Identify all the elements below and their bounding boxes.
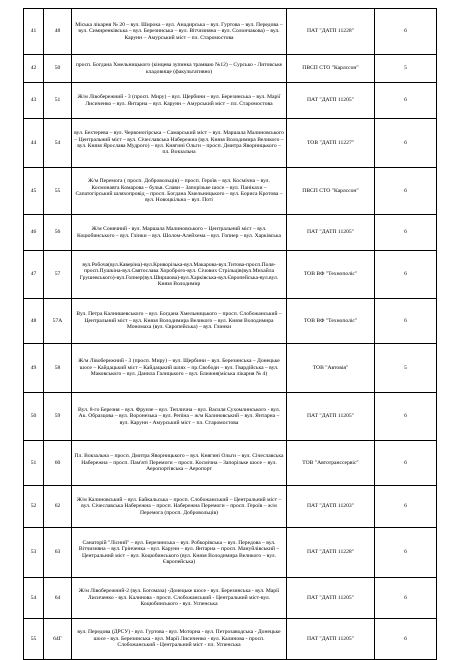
route-number-cell: 58 xyxy=(44,344,72,393)
operator-cell: ТОВ ВФ "Технополіс" xyxy=(287,251,375,299)
operator-cell: ТОВ ВФ "Технополіс" xyxy=(287,299,375,344)
route-number-cell: 59 xyxy=(44,393,72,441)
row-number-cell: 43 xyxy=(24,83,44,119)
vehicle-count-cell: 6 xyxy=(375,215,437,251)
table-row xyxy=(24,486,437,528)
vehicle-count-cell: 6 xyxy=(375,441,437,486)
table-row xyxy=(24,619,437,660)
route-path-cell: Ж/м Лівобережний - 3 (просп. Миру) – вул. Щербини – вул. Березинська – Донецьке шосе – Кайдацький міст – Кайдацький шлях – пр.Свободи – вул. Гвардійська – вул. Маковського – вул. Данила Галицького – вул. Ближня(міська лікарня № 4) xyxy=(72,344,287,393)
row-number-cell: 49 xyxy=(24,344,44,393)
vehicle-count-cell: 6 xyxy=(375,119,437,168)
routes-table-body xyxy=(24,9,437,660)
table-row xyxy=(24,344,437,393)
vehicle-count-cell: 6 xyxy=(375,9,437,55)
route-number-cell: 57 xyxy=(44,251,72,299)
operator-cell: ПАТ "ДАТП 11205" xyxy=(287,393,375,441)
vehicle-count-cell: 6 xyxy=(375,168,437,215)
route-path-cell: просп. Богдана Хмельницького (кінцева зупинка трамваю №12) – Сурсько - Литовське кладовище (факультативно) xyxy=(72,55,287,83)
route-path-cell: вул. Бехтерева – вул. Червоногірська – Самарський міст – вул. Маршала Малиновського – Центральний міст – вул. Січеславська Набережна (вул. Князя Володимира Великого – вул. Князя Ярослава Мудрого) – вул. Княгині Ольги – просп. Дмитра Яворницького – пл. Вокзальна xyxy=(72,119,287,168)
vehicle-count-cell: 6 xyxy=(375,486,437,528)
operator-cell: ТОВ "ДАТП 11227" xyxy=(287,119,375,168)
row-number-cell: 44 xyxy=(24,119,44,168)
vehicle-count-cell: 6 xyxy=(375,578,437,619)
operator-cell: ПАТ "ДАТП 11205" xyxy=(287,83,375,119)
table-row xyxy=(24,393,437,441)
route-number-cell: 56 xyxy=(44,215,72,251)
vehicle-count-cell: 6 xyxy=(375,619,437,660)
row-number-cell: 52 xyxy=(24,486,44,528)
route-number-cell: 48 xyxy=(44,9,72,55)
route-number-cell: 63 xyxy=(44,528,72,578)
route-path-cell: вул. Передова (ДРСУ) - вул. Гуртова - вул. Моторна - вул. Петрозаводська - Донецьке шосе - вул. Березинська - вул. Марії Лисиченко - вул. Калинова - просп. Слобожанський - Центральний міст - пл. Успенська xyxy=(72,619,287,660)
row-number-cell: 51 xyxy=(24,441,44,486)
vehicle-count-cell: 6 xyxy=(375,251,437,299)
operator-cell: ПАТ "ДАТП 11228" xyxy=(287,528,375,578)
row-number-cell: 42 xyxy=(24,55,44,83)
route-path-cell: Ж/м Калиновський – вул. Байкальська – просп. Слобожанський – Центральний міст – вул. Січеславська Набережна – просп. Набережна Перемоги – просп. Героїв – ж/м Перемога (просп. Добровольців) xyxy=(72,486,287,528)
operator-cell: ПАТ "ДАТП 11205" xyxy=(287,215,375,251)
operator-cell: ПВСП СТО "Карлссон" xyxy=(287,168,375,215)
row-number-cell: 54 xyxy=(24,578,44,619)
row-number-cell: 46 xyxy=(24,215,44,251)
document-page xyxy=(23,8,436,660)
row-number-cell: 41 xyxy=(24,9,44,55)
route-path-cell: Вул. Петра Калнишевського – вул. Богдана Хмельницького – просп. Слобожанський – Центральний міст – вул. Князя Володимира Великого – вул. Князя Володимира Мономаха (вул. Європейська) – вул. Глинки xyxy=(72,299,287,344)
vehicle-count-cell: 6 xyxy=(375,393,437,441)
route-path-cell: Ж/м Лівобережний-2 (вул. Богомаза) -Донецьке шосе - вул. Березинська - вул. Марії Лисиченко - вул. Калинова - просп. Слобожанський - Центральний міст-вул. Коцюбинського - вул. Успенська xyxy=(72,578,287,619)
table-row xyxy=(24,55,437,83)
table-row xyxy=(24,578,437,619)
route-path-cell: Пл. Вокзальна – просп. Дмитра Яворницького – вул. Княгині Ольги – вул. Січеславська Набережна – просп. Пам'яті Перемоги – просп. Космічна – Запорізьке шосе – вул. Аеропортівська – Аеропорт xyxy=(72,441,287,486)
routes-table xyxy=(23,8,437,660)
vehicle-count-cell: 5 xyxy=(375,55,437,83)
table-row xyxy=(24,119,437,168)
route-path-cell: Санаторій "Лісний" – вул. Березинська – вул. Робкорівська – вул. Передова – вул. Вітчизняна – вул. Грінченка – вул. Карунн – вул. Янтарна – просп. Мануйлівський – Центральний міст – вул. Коцюбинського (вул. Князя Володимира Великого – вул. Європейська) xyxy=(72,528,287,578)
route-number-cell: 60 xyxy=(44,441,72,486)
operator-cell: ПАТ "ДАТП 11205" xyxy=(287,619,375,660)
row-number-cell: 55 xyxy=(24,619,44,660)
route-path-cell: Ж/м Сонячний - вул. Маршала Малиновського – Центральний міст – вул. Коцюбинського – вул. Глінки – вул. Шолом-Алейхема – вул. Гопнер – вул. Харківська xyxy=(72,215,287,251)
operator-cell: ПАТ "ДАТП 11228" xyxy=(287,9,375,55)
route-number-cell: 62 xyxy=(44,486,72,528)
table-row xyxy=(24,215,437,251)
row-number-cell: 48 xyxy=(24,299,44,344)
route-path-cell: Ж/м Лівобережний - 3 (просп. Миру) – вул. Щербини – вул. Березинська – вул. Марії Лисиченко – вул. Янтарна – вул. Карунн – Амурський міст – пл. Старомостова xyxy=(72,83,287,119)
route-number-cell: 51 xyxy=(44,83,72,119)
route-path-cell: вул.Робоча(вул.Каверіна)-вул.Криворізька-вул.Макарова-вул.Титова-просп.Поля-просп.Пушкіна-вул.Святослава Хороброго-вул. Січових Стрільців(вул.Михайла Грушевського)-вул.Гопнер(вул.Ширшова)-вул.Харківська-вул.Європейська-вул.вул. Князя Володимир xyxy=(72,251,287,299)
operator-cell: ТОВ "Автовія" xyxy=(287,344,375,393)
row-number-cell: 50 xyxy=(24,393,44,441)
route-number-cell: 55 xyxy=(44,168,72,215)
route-path-cell: Вул. 8-го Березня – вул. Фрунзе – вул. Теплична – вул. Василя Сухомлинського - вул. Ак. Образцова – вул. Воронезька – вул. Репіна – ж/м Калиновський – вул. Янтарна – вул. Карунн - Амурський міст – пл. Старомостова xyxy=(72,393,287,441)
row-number-cell: 45 xyxy=(24,168,44,215)
route-path-cell: Ж/м Перемога ( просп. Добровольців) – просп. Героїв – вул. Космічна – вул. Космонавта Комарова – бульв. Слави – Запорізьке шосе – вул. Панікахи – Сапатогірський шляхопровід – просп. Богдана Хмельницького – вул. Бориса Кротова – вул. Новоцкільна – вул. Поті xyxy=(72,168,287,215)
table-row xyxy=(24,528,437,578)
table-row xyxy=(24,83,437,119)
table-row xyxy=(24,168,437,215)
operator-cell: ПАТ "ДАТП 11203" xyxy=(287,486,375,528)
vehicle-count-cell: 6 xyxy=(375,83,437,119)
row-number-cell: 47 xyxy=(24,251,44,299)
table-row xyxy=(24,9,437,55)
operator-cell: ПВСП СТО "Карлссон" xyxy=(287,55,375,83)
route-number-cell: 54 xyxy=(44,119,72,168)
operator-cell: ПАТ "ДАТП 11205" xyxy=(287,578,375,619)
route-number-cell: 57А xyxy=(44,299,72,344)
route-number-cell: 50 xyxy=(44,55,72,83)
vehicle-count-cell: 5 xyxy=(375,344,437,393)
route-number-cell: 64Г xyxy=(44,619,72,660)
table-row xyxy=(24,441,437,486)
vehicle-count-cell: 6 xyxy=(375,299,437,344)
row-number-cell: 53 xyxy=(24,528,44,578)
vehicle-count-cell: 6 xyxy=(375,528,437,578)
table-row xyxy=(24,251,437,299)
operator-cell: ТОВ "Автотрансcервіс" xyxy=(287,441,375,486)
route-path-cell: Міська лікарня № 20 – вул. Широка – вул. Анадирська – вул. Гуртова – вул. Передова – вул. Симиренківська – вул. Березинська – вул. Вітчизняна – вул. Солончакова) – вул. Карунн – Амурський міст – пл. Старомостова xyxy=(72,9,287,55)
table-row xyxy=(24,299,437,344)
route-number-cell: 64 xyxy=(44,578,72,619)
